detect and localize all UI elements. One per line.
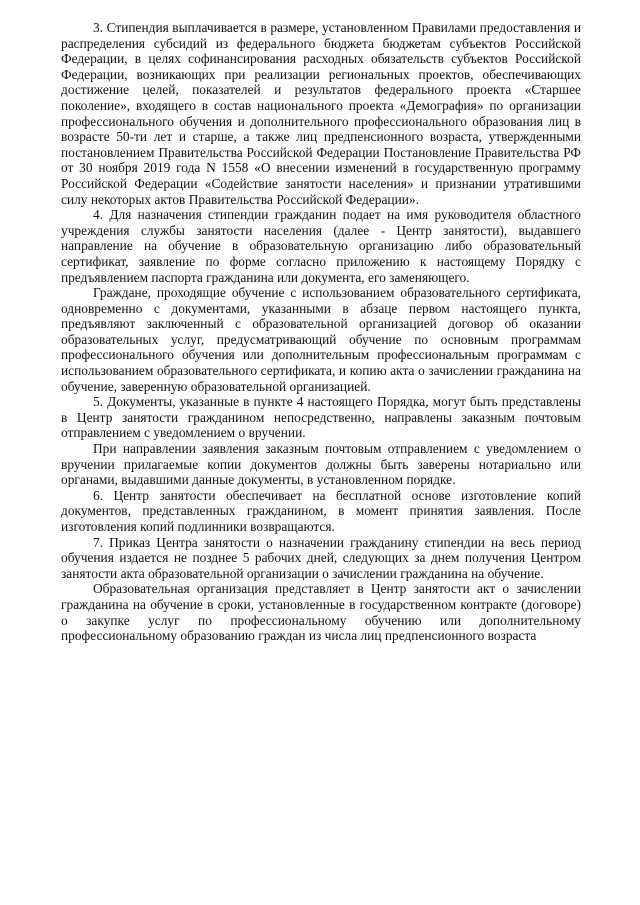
- paragraph-4-application: 4. Для назначения стипендии гражданин подает на имя руководителя областного учреждения службы занятости населения (далее - Центр занятости), выдавшего направление на обучение в образовательную организацию либо образовательный сертификат, заявление по форме согласно приложению к настоящему Порядку с предъявлением паспорта гражданина или документа, его заменяющего.: [61, 207, 581, 285]
- paragraph-3-stipend-amount: 3. Стипендия выплачивается в размере, установленном Правилами предоставления и распределения субсидий из федерального бюджета бюджетам субъектов Российской Федерации, в целях софинансирования расходных обязательств субъектов Российской Федерации, возникающих при реализации региональных проектов, обеспечивающих достижение целей, показателей и результатов федерального проекта «Старшее поколение», входящего в состав национального проекта «Демография» по организации профессионального обучения и дополнительного профессионального образования лиц в возрасте 50-ти лет и старше, а также лиц предпенсионного возраста, утвержденными постановлением Правительства Российской Федерации Постановление Правительства РФ от 30 ноября 2019 года N 1558 «О внесении изменений в государственную программу Российской Федерации «Содействие занятости населения» и признании утратившими силу некоторых актов Правительства Российской Федерации».: [61, 20, 581, 207]
- paragraph-5-postal-copies: При направлении заявления заказным почтовым отправлением с уведомлением о вручении прилагаемые копии документов должны быть заверены нотариально или органами, выдавшими данные документы, в установленном порядке.: [61, 441, 581, 488]
- document-body: [61, 20, 581, 644]
- paragraph-7-order: 7. Приказ Центра занятости о назначении гражданину стипендии на весь период обучения издается не позднее 5 рабочих дней, следующих за днем получения Центром занятости акта образовательной организации о зачислении гражданина на обучение.: [61, 534, 581, 581]
- paragraph-5-documents-submission: 5. Документы, указанные в пункте 4 настоящего Порядка, могут быть представлены в Центр занятости гражданином непосредственно, направлены заказным почтовым отправлением с уведомлением о вручении.: [61, 394, 581, 441]
- paragraph-6-copies: 6. Центр занятости обеспечивает на бесплатной основе изготовление копий документов, представленных гражданином, в момент принятия заявления. После изготовления копий подлинники возвращаются.: [61, 487, 581, 534]
- paragraph-7-enrollment-act: Образовательная организация представляет в Центр занятости акт о зачислении гражданина на обучение в сроки, установленные в государственном контракте (договоре) о закупке услуг по профессиональному обучению или дополнительному профессиональному образованию граждан из числа лиц предпенсионного возраста: [61, 581, 581, 644]
- paragraph-4-certificate: Граждане, проходящие обучение с использованием образовательного сертификата, одновременно с документами, указанными в абзаце первом настоящего пункта, предъявляют заключенный с образовательной организацией договор об оказании образовательных услуг, предусматривающий обучение по основным программам профессионального обучения или дополнительным профессиональным программам с использованием образовательного сертификата, и копию акта о зачислении гражданина на обучение, заверенную образовательной организацией.: [61, 285, 581, 394]
